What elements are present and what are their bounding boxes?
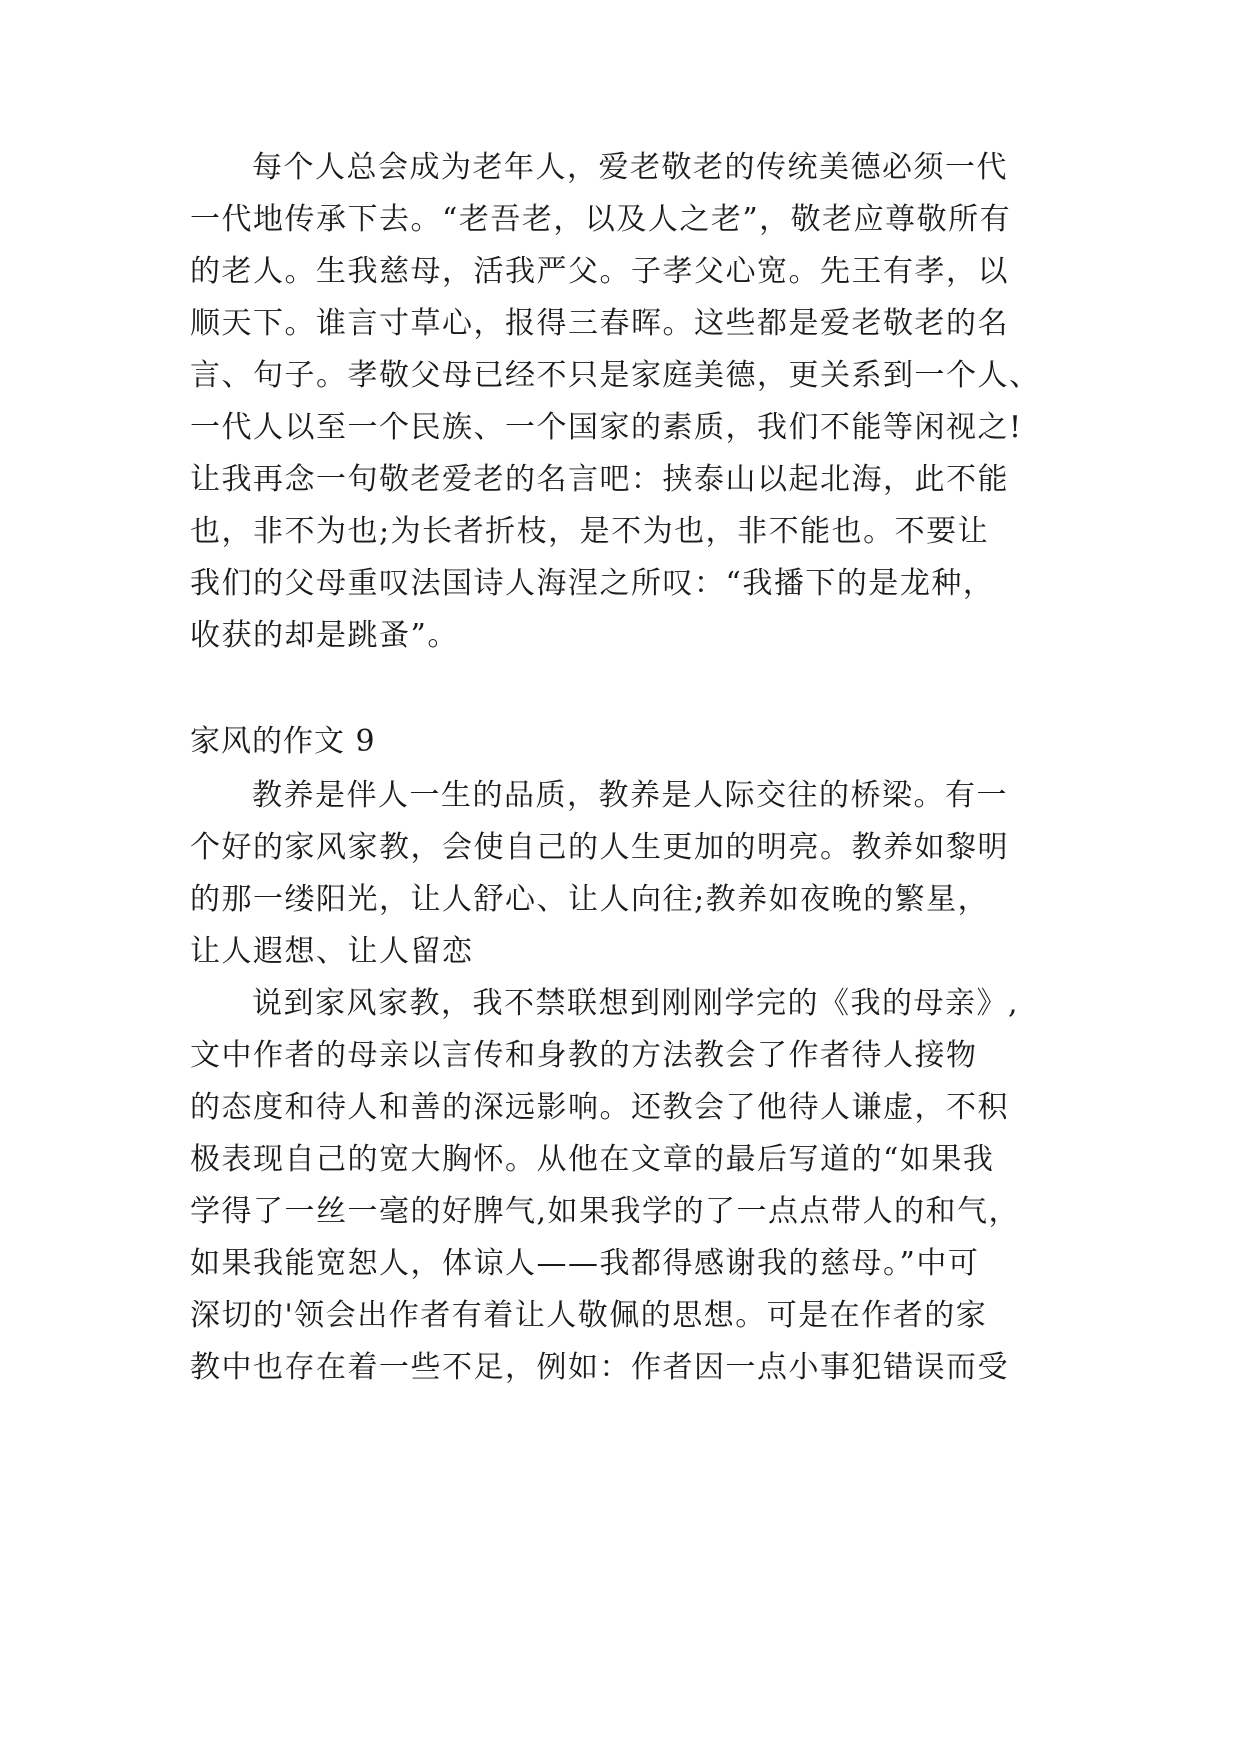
- paragraph-1-line: 让我再念一句敬老爱老的名言吧：挟泰山以起北海，此不能: [190, 462, 1009, 497]
- paragraph-1-line: 一代地传承下去。“老吾老，以及人之老”，敬老应尊敬所有: [190, 202, 1012, 237]
- section-heading: 家风的作文 9: [190, 724, 376, 759]
- paragraph-2-line: 个好的家风家教，会使自己的人生更加的明亮。教养如黎明: [190, 830, 1009, 865]
- paragraph-3-line: 文中作者的母亲以言传和身教的方法教会了作者待人接物: [190, 1038, 978, 1073]
- paragraph-2-line: 让人遐想、让人留恋: [190, 934, 474, 969]
- paragraph-1-line: 收获的却是跳蚤”。: [190, 618, 459, 653]
- paragraph-3-line: 深切的'领会出作者有着让人敬佩的思想。可是在作者的家: [190, 1298, 988, 1333]
- paragraph-3-line: 教中也存在着一些不足，例如：作者因一点小事犯错误而受: [190, 1350, 1009, 1385]
- paragraph-2-line: 教养是伴人一生的品质，教养是人际交往的桥梁。有一: [252, 778, 1008, 813]
- paragraph-3-line: 极表现自己的宽大胸怀。从他在文章的最后写道的“如果我: [190, 1142, 995, 1177]
- paragraph-1-line: 每个人总会成为老年人，爱老敬老的传统美德必须一代: [252, 150, 1008, 185]
- paragraph-1-line: 顺天下。谁言寸草心，报得三春晖。这些都是爱老敬老的名: [190, 306, 1009, 341]
- paragraph-3-line: 如果我能宽恕人，体谅人——我都得感谢我的慈母。”中可: [190, 1246, 980, 1281]
- paragraph-2-line: 的那一缕阳光，让人舒心、让人向往;教养如夜晚的繁星，: [190, 882, 990, 917]
- paragraph-1-line: 言、句子。孝敬父母已经不只是家庭美德，更关系到一个人、: [190, 358, 1041, 393]
- paragraph-1-line: 我们的父母重叹法国诗人海涅之所叹：“我播下的是龙种，: [190, 566, 995, 601]
- paragraph-3-line: 学得了一丝一毫的好脾气,如果我学的了一点点带人的和气，: [190, 1194, 1021, 1229]
- paragraph-1-line: 一代人以至一个民族、一个国家的素质，我们不能等闲视之!: [190, 410, 1023, 445]
- paragraph-1-line: 的老人。生我慈母，活我严父。子孝父心宽。先王有孝，以: [190, 254, 1009, 289]
- paragraph-1-line: 也，非不为也;为长者折枝，是不为也，非不能也。不要让: [190, 514, 990, 549]
- paragraph-3-line: 说到家风家教，我不禁联想到刚刚学完的《我的母亲》,: [252, 986, 1020, 1021]
- paragraph-3-line: 的态度和待人和善的深远影响。还教会了他待人谦虚，不积: [190, 1090, 1009, 1125]
